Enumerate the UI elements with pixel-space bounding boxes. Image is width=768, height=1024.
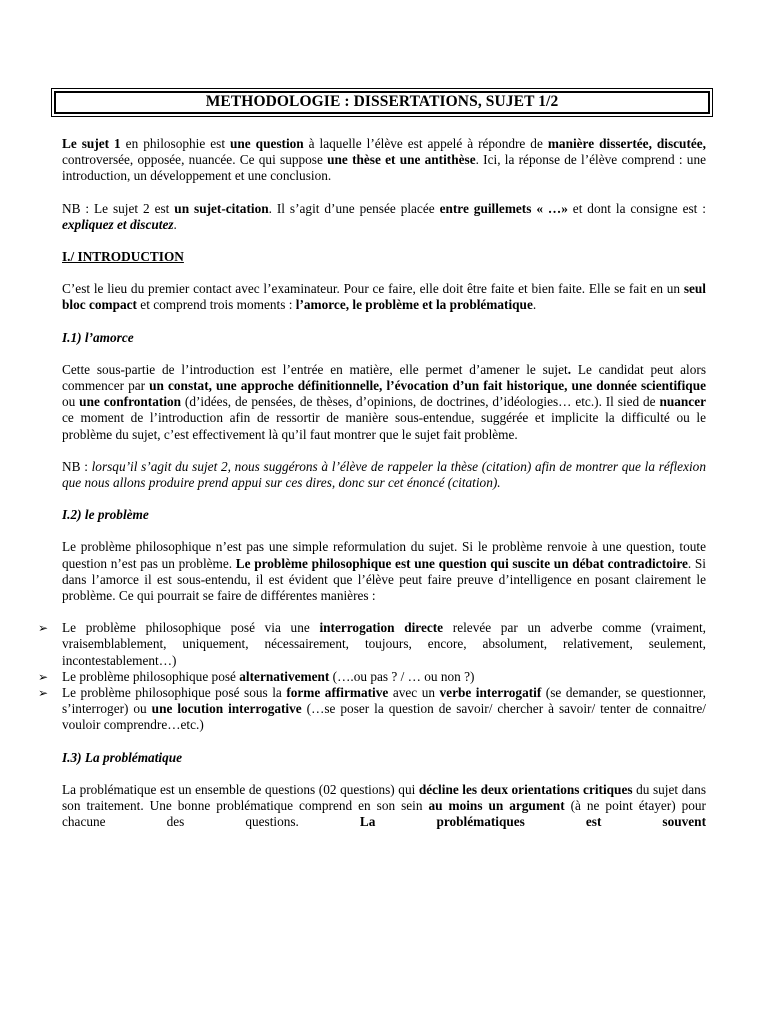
paragraph-nb-sujet-2: NB : Le sujet 2 est un sujet-citation. Il s’agit d’une pensée placée entre guillemets « …» et dont la consigne est : expliquez et discutez. [62,200,706,232]
paragraph-sujet-1: Le sujet 1 en philosophie est une question à laquelle l’élève est appelé à répondre de manière dissertée, discutée, controversée, opposée, nuancée. Ce qui suppose une thèse et une antithèse. Ici, la réponse de l’élève comprend : une introduction, un développement et une conclusion. [62,136,707,184]
paragraph-amorce: Cette sous-partie de l’introduction est l’entrée en matière, elle permet d’amener le sujet. Le candidat peut alors commencer par un constat, une approche définitionnelle, l’évocation d’un fait historique, une donnée scientifique ou une confrontation (d’idées, de pensées, de thèses, d’opinions, de doctrines, d’idéologies… etc.). Il sied de nuancer ce moment de l’introduction afin de ressortir de manière sous-entendue, suggérée et implicite la difficulté ou le problème du sujet, c’est effectivement là qu’il faut montrer que le sujet fait problème. [62,361,706,442]
heading-problematique: I.3) La problématique [62,749,183,765]
paragraph-nb-amorce: NB : lorsqu’il s’agit du sujet 2, nous suggérons à l’élève de rappeler la thèse (citation) afin de montrer que la réflexion que nous allons produire prend appui sur ces dires, donc sur cet énoncé (citation). [62,458,706,491]
paragraph-probleme: Le problème philosophique n’est pas une simple reformulation du sujet. Si le problème renvoie à une question, toute question n’est pas un problème. Le problème philosophique est une question qui suscite un débat contradictoire. Si dans l’amorce il est sous-entendu, il est évident que l’élève peut faire preuve d’intelligence en posant clairement le problème. Ce qui pourrait se faire de différentes manières : [62,539,706,604]
heading-probleme: I.2) le problème [62,507,149,523]
paragraph-problematique: La problématique est un ensemble de questions (02 questions) qui décline les deux orientations critiques du sujet dans son traitement. Une bonne problématique comprend en son sein au moins un argument (à ne point étayer) pour chacune des questions. La problématiques est souvent [62,781,706,830]
arrow-bullet-icon: ➢ [38,686,49,701]
list-item: ➢ Le problème philosophique posé sous la forme affirmative avec un verbe interrogatif (se demander, se questionner, s’interroger) ou une locution interrogative (…se poser la question de savoir/ chercher à savoir/ tenter de connaitre/ vouloir comprendre…etc.) [38,685,706,733]
bullet-list [38,620,706,733]
list-item: ➢ Le problème philosophique posé alternativement (….ou pas ? / … ou non ?) [38,668,475,684]
arrow-bullet-icon: ➢ [38,669,49,684]
heading-amorce: I.1) l’amorce [62,329,134,345]
title-box [51,88,713,117]
arrow-bullet-icon: ➢ [38,621,49,636]
document-body [38,136,707,831]
list-item: ➢ Le problème philosophique posé via une interrogation directe relevée par un adverbe comme (vraiment, vraisemblablement, uniquement, nécessairement, toujours, encore, absolument, relativement, seulement, incontestablement…) [38,620,706,668]
heading-introduction: I./ INTRODUCTION [62,249,184,265]
page-title: METHODOLOGIE : DISSERTATIONS, SUJET 1/2 [54,91,710,114]
paragraph-introduction: C’est le lieu du premier contact avec l’examinateur. Pour ce faire, elle doit être faite et bien faite. Elle se fait en un seul bloc compact et comprend trois moments : l’amorce, le problème et la problématique. [62,281,706,313]
